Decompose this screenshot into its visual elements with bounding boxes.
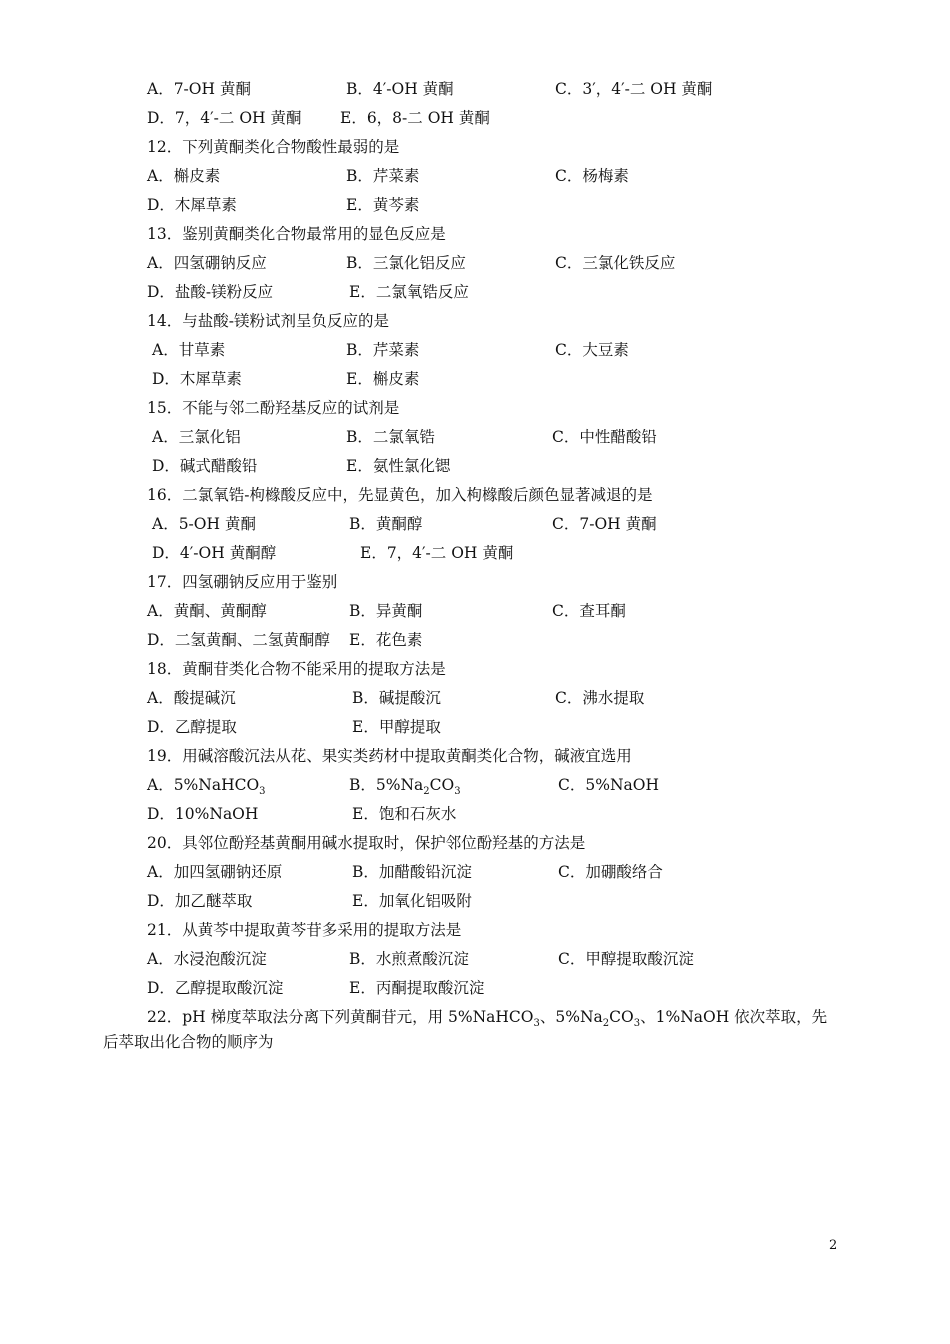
option-e: E．氨性氯化锶 [346,457,451,475]
option-a: A．5-OH 黄酮 [152,515,256,533]
question-21: 21．从黄芩中提取黄芩苷多采用的提取方法是 [147,921,462,939]
option-a: A．槲皮素 [147,167,221,185]
option-d: D．木犀草素 [152,370,242,388]
option-a: A．四氢硼钠反应 [147,254,267,272]
option-b: B．$5\%Na_2CO_3$ [349,776,461,797]
option-b: B．碱提酸沉 [352,689,441,707]
option-b: B．4′-OH 黄酮 [346,80,454,98]
option-a: A．5%NaHCO$_3$ [147,776,266,797]
option-e: E．槲皮素 [346,370,420,388]
option-e: E．6，8-二 OH 黄酮 [340,109,490,127]
option-b: B．芹菜素 [346,167,420,185]
question-22-continued: 后萃取出化合物的顺序为 [103,1033,274,1051]
option-d: D．4′-OH 黄酮醇 [152,544,277,562]
option-c: C．查耳酮 [552,602,626,620]
option-c: C．沸水提取 [555,689,645,707]
option-d: D．乙醇提取酸沉淀 [147,979,284,997]
question-13: 13．鉴别黄酮类化合物最常用的显色反应是 [147,225,446,243]
question-20: 20．具邻位酚羟基黄酮用碱水提取时，保护邻位酚羟基的方法是 [147,834,586,852]
option-d: D．7，4′-二 OH 黄酮 [147,109,302,127]
question-15: 15．不能与邻二酚羟基反应的试剂是 [147,399,400,417]
question-12: 12．下列黄酮类化合物酸性最弱的是 [147,138,400,156]
option-b: B．三氯化铝反应 [346,254,466,272]
option-b: B．芹菜素 [346,341,420,359]
option-e: E．丙酮提取酸沉淀 [349,979,485,997]
option-e: E．花色素 [349,631,423,649]
question-22: 22．pH 梯度萃取法分离下列黄酮苷元，用 5%NaHCO$_3$、$5\%Na_2CO_3$、1%NaOH 依次萃取，先 [147,1008,828,1029]
option-b: B．加醋酸铅沉淀 [352,863,472,881]
question-19: 19．用碱溶酸沉法从花、果实类药材中提取黄酮类化合物，碱液宜选用 [147,747,632,765]
option-b: B．二氯氧锆 [346,428,435,446]
option-a: A．酸提碱沉 [147,689,236,707]
option-a: A．黄酮、黄酮醇 [147,602,267,620]
option-a: A．7-OH 黄酮 [147,80,251,98]
option-c: C．三氯化铁反应 [555,254,676,272]
option-c: C．中性醋酸铅 [552,428,657,446]
option-a: A．三氯化铝 [152,428,241,446]
question-14: 14．与盐酸-镁粉试剂呈负反应的是 [147,312,389,330]
question-18: 18．黄酮苷类化合物不能采用的提取方法是 [147,660,446,678]
option-c: C．5%NaOH [558,776,659,794]
page-number: 2 [829,1238,838,1253]
option-a: A．甘草素 [152,341,226,359]
option-e: E．甲醇提取 [352,718,441,736]
option-e: E．二氯氧锆反应 [349,283,469,301]
option-a: A．水浸泡酸沉淀 [147,950,267,968]
option-c: C．杨梅素 [555,167,629,185]
option-d: D．碱式醋酸铅 [152,457,258,475]
option-c: C．大豆素 [555,341,629,359]
question-16: 16．二氯氧锆-枸橼酸反应中，先显黄色，加入枸橼酸后颜色显著减退的是 [147,486,653,504]
option-c: C．7-OH 黄酮 [552,515,657,533]
option-d: D．加乙醚萃取 [147,892,253,910]
option-c: C．甲醇提取酸沉淀 [558,950,694,968]
option-d: D．木犀草素 [147,196,237,214]
option-c: C．3′，4′-二 OH 黄酮 [555,80,713,98]
option-c: C．加硼酸络合 [558,863,663,881]
option-d: D．二氢黄酮、二氢黄酮醇 [147,631,330,649]
question-17: 17．四氢硼钠反应用于鉴别 [147,573,338,591]
option-e: E．饱和石灰水 [352,805,457,823]
option-e: E．7，4′-二 OH 黄酮 [360,544,514,562]
option-b: B．水煎煮酸沉淀 [349,950,469,968]
option-d: D．乙醇提取 [147,718,237,736]
option-d: D．盐酸-镁粉反应 [147,283,274,301]
option-e: E．黄芩素 [346,196,420,214]
option-a: A．加四氢硼钠还原 [147,863,283,881]
option-d: D．10%NaOH [147,805,259,823]
option-e: E．加氧化铝吸附 [352,892,472,910]
option-b: B．异黄酮 [349,602,423,620]
option-b: B．黄酮醇 [349,515,423,533]
